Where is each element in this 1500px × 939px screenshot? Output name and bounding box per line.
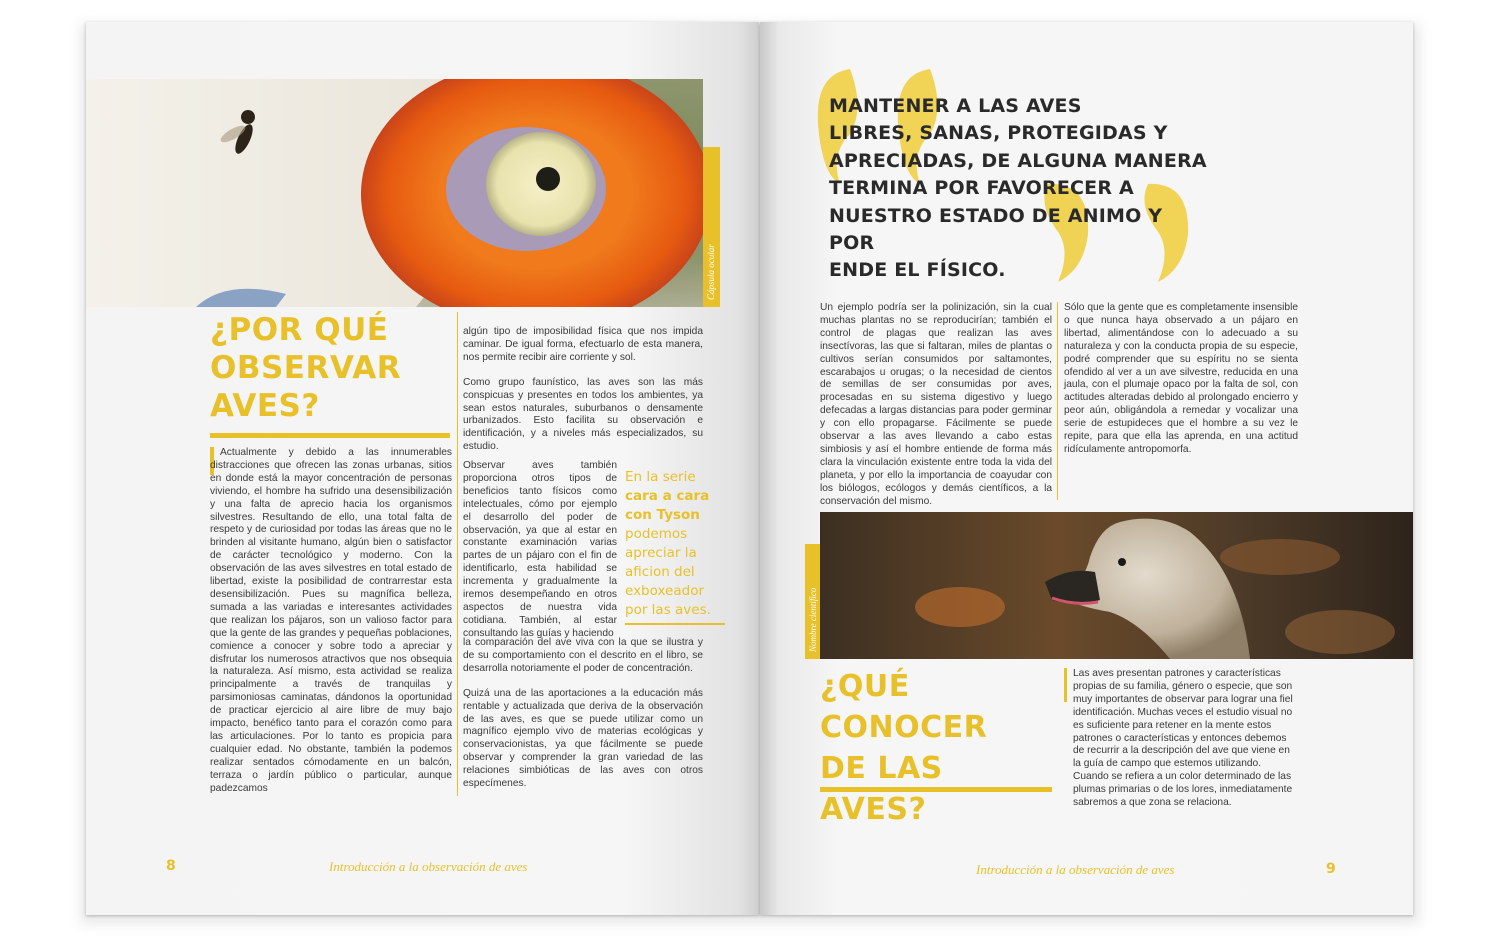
paragraph: algún tipo de imposibilidad física que nos impida caminar. De igual forma, efectuarlo de esta manera, nos permite recibir aire corriente y sol. — [463, 326, 703, 363]
pull-quote-line: aficion del — [625, 564, 695, 580]
article-column-2: Sólo que la gente que es completamente insensible o que nunca haya observado a un pájaro en libertad, alimentándose con lo adecuado a su naturaleza y con la conducta propia de su especie, podré comprender que su espíritu no se sienta ofendido al ver a un ave silvestre, reducida en una jaula, con el plumaje opaco por la falta de sol, con actitudes alteradas debido al prolongado encierro y peor aún, obligándola a remedar y vocalizar una serie de estupideces que el hombre a su vez le repite, para que ella las aprenda, en una actitud ridículamente antropomorfa. — [1064, 302, 1298, 455]
pull-quote — [625, 468, 725, 620]
goose-photo — [820, 512, 1413, 659]
article-column-2 — [463, 326, 703, 466]
quote-line: TERMINA POR FAVORECER A — [829, 177, 1134, 200]
pull-quote-rule — [625, 623, 725, 625]
title-rule — [820, 787, 1052, 792]
quote-line: APRECIADAS, DE ALGUNA MANERA — [829, 149, 1207, 172]
title-line: OBSERVAR — [210, 349, 402, 386]
column-divider — [1057, 302, 1058, 500]
page-title — [210, 312, 450, 425]
article-column-1: Actualmente y debido a las innumerables distracciones que ofrecen las zonas urbanas, sitios en donde está la mayor concentración de personas viviendo, el hombre ha sufrido una desensibilización y una falta de aprecio hacia los organismos silvestres. Resultando de ello, una total falta de respeto y de curiosidad por todas las áreas que no le brinden al visitante humano, algún bien o satisfactor de carácter tecnológico y moderno. Con la observación de las aves silvestres en total estado de libertad, existe la posibilidad de contrarrestar esta desensibilización. Pues su magnífica belleza, sumada a las variadas e interesantes actividades que realizan los pájaros, son un valioso factor para que la gente de las grandes y pequeñas poblaciones, comience a conocer y sobre todo a apreciar y disfrutar los numerosos atractivos que nos obsequia la naturaleza. Así mismo, esta actividad se realiza principalmente a través de tranquilas y parsimoniosas caminatas, dándonos la oportunidad de practicar ejercicio al aire libre de muy bajo impacto, benéfico tanto para el corazón como para las articulaciones. Por lo tanto es propicia para cualquier edad. No obstante, también la podemos realizar sentados cómodamente en un balcón, terraza o jardín público o particular, aunque padezcamos — [210, 447, 452, 794]
title-line: ¿POR QUÉ — [210, 312, 389, 348]
title-line: AVES? — [210, 387, 320, 424]
right-page — [760, 22, 1413, 915]
title-line: ¿QUÉ — [820, 669, 910, 704]
section-title — [820, 666, 1060, 830]
title-line: CONOCER — [820, 710, 988, 745]
pull-quote-line: por las aves. — [625, 602, 711, 618]
quote-line: MANTENER A LAS AVES — [829, 95, 1082, 117]
paragraph-marker — [1064, 668, 1067, 702]
pull-quote-line: apreciar la — [625, 545, 697, 561]
quote-line: NUESTRO ESTADO DE ANIMO Y POR — [829, 204, 1163, 255]
pull-quote-line: cara a cara — [625, 488, 710, 504]
eye-closeup-photo — [86, 79, 703, 307]
photo-caption: Cápsula ocular — [706, 244, 716, 300]
pull-quote-line: podemos — [625, 526, 688, 542]
photo-caption: Nombre científico — [808, 587, 818, 652]
pull-quote-line: exboxeador — [625, 583, 705, 599]
paragraph: la comparación del ave viva con la que se ilustra y de su comportamiento con el descrito en el libro, se desarrolla notoriamente el poder de concentración. — [463, 637, 703, 674]
column-divider — [457, 312, 458, 796]
article-column-2-cont — [463, 637, 703, 803]
pull-quote-line: con Tyson — [625, 507, 700, 523]
page-number: 8 — [166, 858, 176, 874]
running-footer: Introducción a la observación de aves — [976, 862, 1175, 877]
paragraph: Observar aves también proporciona otros tipos de beneficios tanto físicos como intelectuales, cómo por ejemplo el desarrollo del poder de observación, ya que al estar en constante examinación varias partes de un pájaro con el fin de identificarlo, esta habilidad se incrementa y gradualmente la iremos desempeñando en otros aspectos de nuestra vida cotidiana. También, al estar consultando las guías y haciendo — [463, 460, 617, 639]
left-page — [86, 22, 759, 915]
title-rule — [210, 433, 450, 438]
paragraph: Como grupo faunístico, las aves son las más conspicuas y presentes en todos los ambientes, ya sean estos naturales, suburbanos o densamente urbanizados. Esto facilita su observación e identificación, y a niveles más especializados, su estudio. — [463, 376, 703, 453]
title-line: DE LAS AVES? — [820, 751, 943, 827]
paragraph: Quizá una de las aportaciones a la educación más rentable y actualizada que deriva de la observación de las aves, es que se puede utilizar como un magnífico ejemplo vivo de materias ecológicas y conservacionistas, ya que fácilmente se puede observar y comprender la gran variedad de las relaciones simbióticas de las aves con otros especímenes. — [463, 687, 703, 790]
page-number: 9 — [1326, 861, 1336, 877]
quote-line: ENDE EL FÍSICO. — [829, 259, 1006, 282]
quote-line: LIBRES, SANAS, PROTEGIDAS Y — [829, 122, 1168, 145]
running-footer: Introducción a la observación de aves — [329, 859, 528, 874]
article-column-1: Un ejemplo podría ser la polinización, sin la cual muchas plantas no se reproducirían; también el control de plagas que realizan las aves insectívoras, las que si faltaran, miles de plantas o cultivos serían consumidos por saltamontes, escarabajos u orugas; o la necesidad de cientos de semillas de ser consumidas por aves, procesadas en su sistema digestivo y luego defecadas a largas distancias para poder germinar y con ello propagarse. Fácilmente se puede observar a las aves llevando a cabo estas simbiosis y así el hombre entiende de forma más clara la vinculación existente entre toda la vida del planeta, y por ello la importancia de coayudar con los biólogos, ecólogos y demás científicos, a la conservación del mismo. — [820, 302, 1052, 507]
article-column-3: Las aves presentan patrones y características propias de su familia, género o especie, que son muy importantes de observar para lograr una fiel identificación. Muchas veces el estudio visual no es suficiente para retener en la mente estos patrones o características y entonces debemos de recurrir a la descripción del ave que viene en la guía de campo que estemos utilizando. Cuando se refiera a un color determinado de las plumas primarias o de los lores, inmediatamente sabremos a que zona se relaciona. — [1073, 668, 1293, 809]
feature-quote — [829, 93, 1209, 285]
pull-quote-line: En la serie — [625, 469, 696, 485]
